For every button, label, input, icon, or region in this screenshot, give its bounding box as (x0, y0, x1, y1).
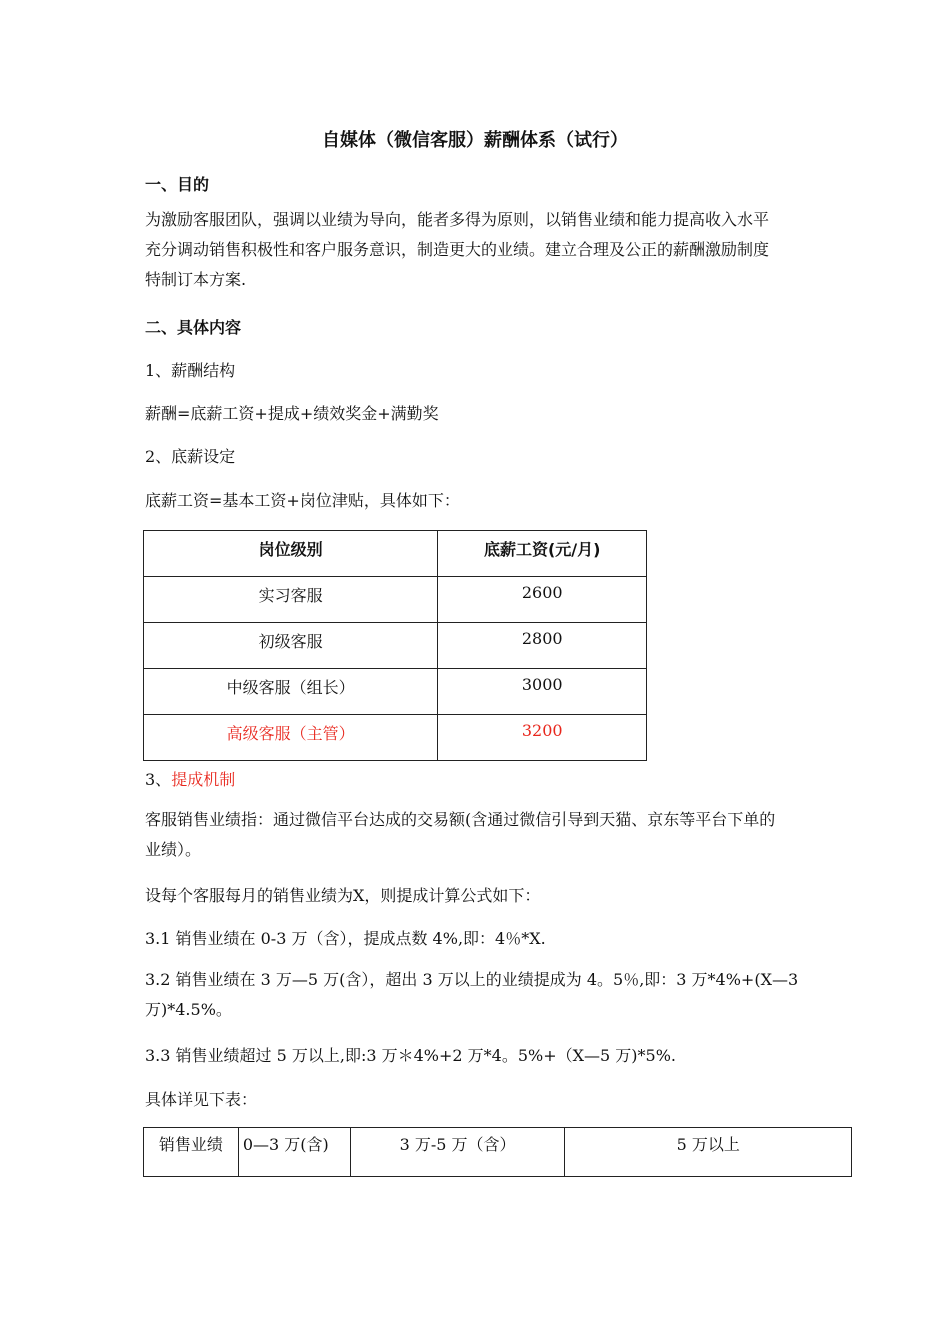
position-cell: 高级客服（主管） (144, 715, 438, 761)
purpose-line: 特制订本方案. (145, 270, 247, 289)
header-cell-position: 岗位级别 (144, 531, 438, 577)
rule-3-1: 3.1 销售业绩在 0-3 万（含），提成点数 4%,即：4％*X. (145, 929, 546, 948)
position-cell: 实习客服 (144, 577, 438, 623)
table-header-row (144, 531, 647, 577)
document-title: 自媒体（微信客服）薪酬体系（试行） (322, 130, 628, 151)
salary-cell: 3000 (438, 669, 647, 715)
salary-cell: 2800 (438, 623, 647, 669)
purpose-paragraph (145, 205, 769, 295)
table-row (144, 669, 647, 715)
tier-cell: 5 万以上 (565, 1128, 852, 1177)
section-heading-purpose: 一、目的 (145, 175, 210, 194)
item-commission (145, 767, 235, 790)
section-heading-content: 二、具体内容 (145, 318, 242, 337)
detail-intro: 具体详见下表： (145, 1090, 258, 1109)
sales-definition (145, 805, 775, 865)
table-row (144, 577, 647, 623)
item-salary-structure: 1、薪酬结构 (145, 361, 236, 380)
position-cell: 初级客服 (144, 623, 438, 669)
purpose-line: 充分调动销售积极性和客户服务意识，制造更大的业绩。建立合理及公正的薪酬激励制度 (145, 240, 770, 259)
table-row (144, 623, 647, 669)
item-number: 3、 (145, 770, 172, 789)
rule-line: 3.2 销售业绩在 3 万—5 万(含），超出 3 万以上的业绩提成为 4。5％,即：3 万*4%+(X—3 (145, 970, 799, 989)
salary-cell: 3200 (438, 715, 647, 761)
table-row (144, 1128, 852, 1177)
salary-cell: 2600 (438, 577, 647, 623)
base-salary-intro: 底薪工资=基本工资+岗位津贴，具体如下： (145, 491, 460, 510)
tier-cell: 3 万-5 万（含） (350, 1128, 565, 1177)
commission-table (143, 1127, 852, 1177)
definition-line: 客服销售业绩指：通过微信平台达成的交易额(含通过微信引导到天猫、京东等平台下单的 (145, 810, 776, 829)
base-salary-table (143, 530, 647, 761)
purpose-line: 为激励客服团队，强调以业绩为导向，能者多得为原则，以销售业绩和能力提高收入水平 (145, 210, 770, 229)
header-cell-salary: 底薪工资(元/月) (438, 531, 647, 577)
commission-mechanism-label: 提成机制 (171, 770, 236, 789)
rule-3-3: 3.3 销售业绩超过 5 万以上,即:3 万＊4%+2 万*4。5%+（X—5 万)*5%. (145, 1046, 677, 1065)
table-row-highlighted (144, 715, 647, 761)
sales-label-cell: 销售业绩 (144, 1128, 239, 1177)
item-base-salary: 2、底薪设定 (145, 447, 236, 466)
salary-formula: 薪酬=底薪工资+提成+绩效奖金+满勤奖 (145, 404, 439, 423)
rule-line: 万)*4.5%。 (145, 1000, 232, 1019)
tier-cell: 0—3 万(含) (238, 1128, 350, 1177)
rule-3-2 (145, 965, 798, 1025)
position-cell: 中级客服（组长） (144, 669, 438, 715)
definition-line: 业绩）。 (145, 840, 202, 859)
calc-intro: 设每个客服每月的销售业绩为X，则提成计算公式如下： (145, 886, 541, 905)
